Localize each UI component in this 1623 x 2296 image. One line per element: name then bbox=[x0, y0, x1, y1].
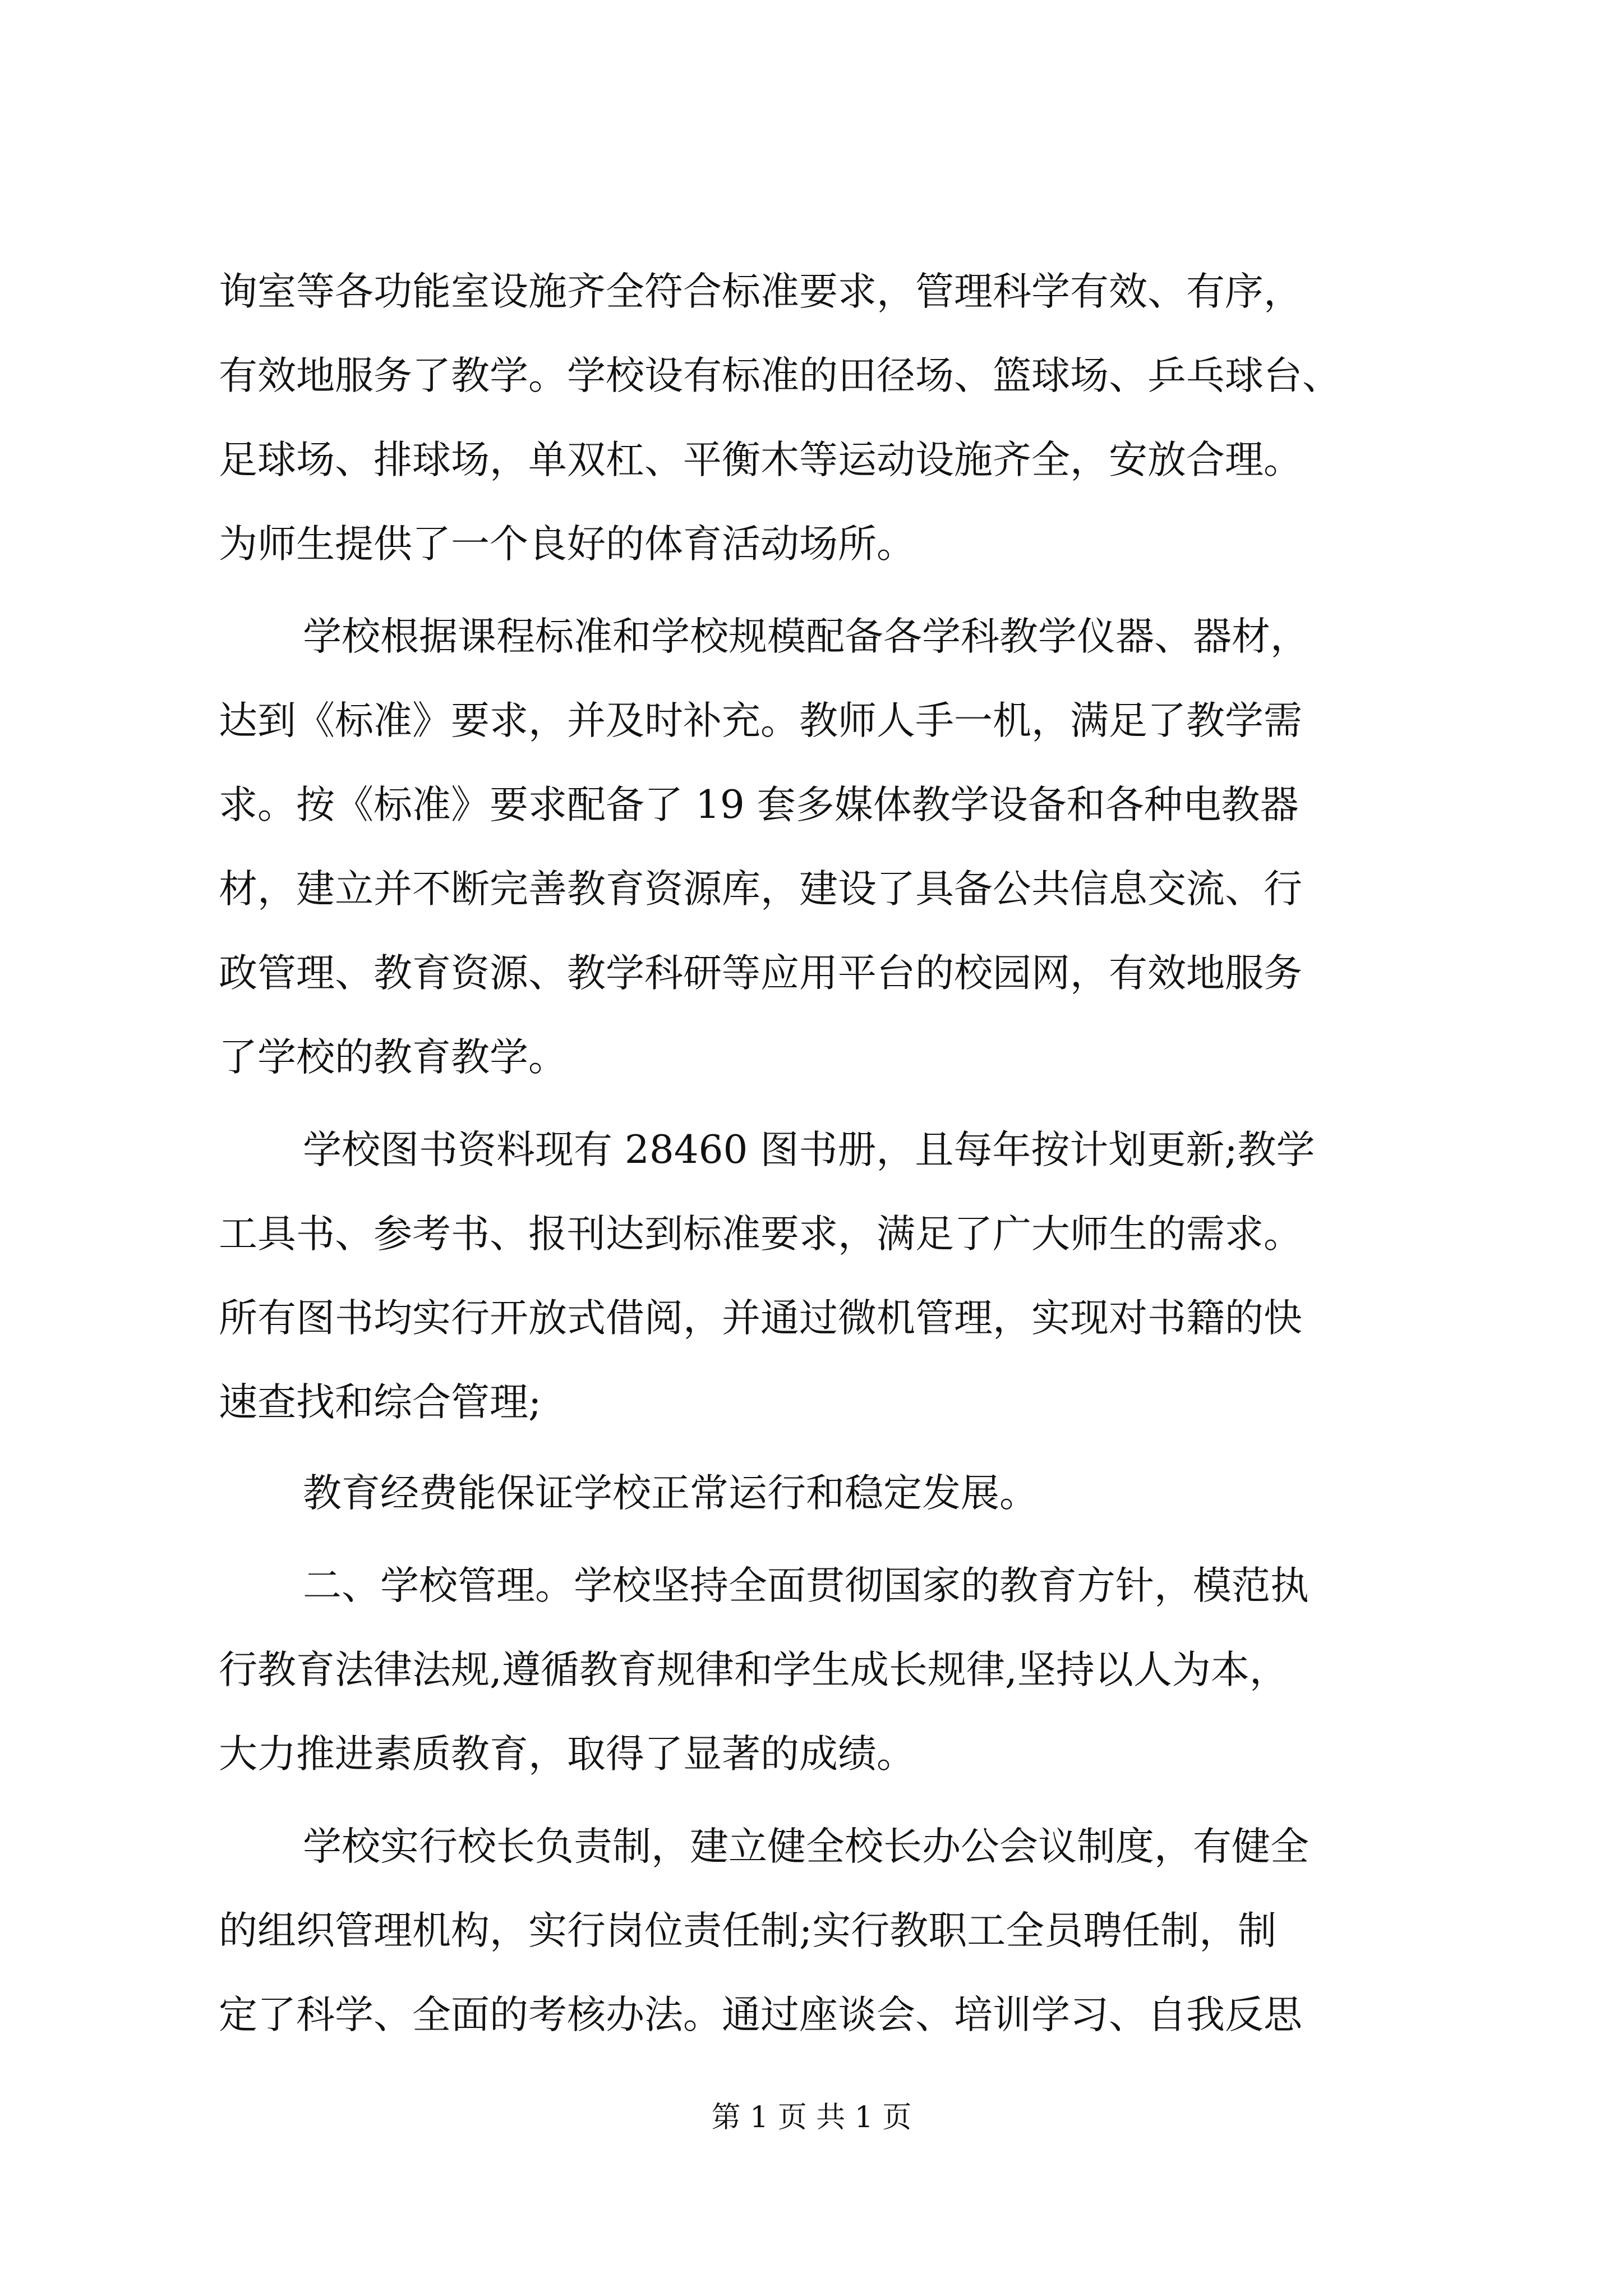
text-line: 行教育法律法规,遵循教育规律和学生成长规律,坚持以人为本， bbox=[219, 1648, 1288, 1692]
text-line: 足球场、排球场，单双杠、平衡木等运动设施齐全，安放合理。 bbox=[219, 438, 1302, 482]
text-line: 大力推进素质教育，取得了显著的成绩。 bbox=[219, 1732, 915, 1777]
text-line: 工具书、参考书、报刊达到标准要求，满足了广大师生的需求。 bbox=[219, 1212, 1302, 1257]
text-line: 达到《标准》要求，并及时补充。教师人手一机，满足了教学需 bbox=[219, 698, 1302, 743]
text-line: 询室等各功能室设施齐全符合标准要求，管理科学有效、有序， bbox=[219, 269, 1302, 314]
text-line: 为师生提供了一个良好的体育活动场所。 bbox=[219, 522, 915, 567]
page-number-footer: 第 1 页 共 1 页 bbox=[711, 2101, 912, 2134]
paragraph-first-line: 学校图书资料现有 28460 图书册，且每年按计划更新;教学 bbox=[303, 1128, 1315, 1172]
text-line: 求。按《标准》要求配备了 19 套多媒体教学设备和各种电教器 bbox=[219, 783, 1299, 827]
text-line: 的组织管理机构，实行岗位责任制;实行教职工全员聘任制，制 bbox=[219, 1908, 1277, 1953]
text-line: 所有图书均实行开放式借阅，并通过微机管理，实现对书籍的快 bbox=[219, 1296, 1302, 1341]
paragraph-first-line: 教育经费能保证学校正常运行和稳定发展。 bbox=[303, 1471, 1038, 1516]
text-line: 定了科学、全面的考核办法。通过座谈会、培训学习、自我反思 bbox=[219, 1993, 1302, 2037]
text-line: 有效地服务了教学。学校设有标准的田径场、篮球场、乒乓球台、 bbox=[219, 353, 1341, 398]
paragraph-first-line: 学校根据课程标准和学校规模配备各学科教学仪器、器材， bbox=[303, 614, 1309, 659]
paragraph-first-line: 二、学校管理。学校坚持全面贯彻国家的教育方针，模范执 bbox=[303, 1563, 1309, 1608]
text-line: 了学校的教育教学。 bbox=[219, 1035, 567, 1080]
text-line: 政管理、教育资源、教学科研等应用平台的校园网，有效地服务 bbox=[219, 951, 1302, 996]
text-line: 速查找和综合管理; bbox=[219, 1380, 542, 1425]
text-line: 材，建立并不断完善教育资源库，建设了具备公共信息交流、行 bbox=[219, 867, 1302, 912]
paragraph-first-line: 学校实行校长负责制，建立健全校长办公会议制度，有健全 bbox=[303, 1824, 1309, 1869]
